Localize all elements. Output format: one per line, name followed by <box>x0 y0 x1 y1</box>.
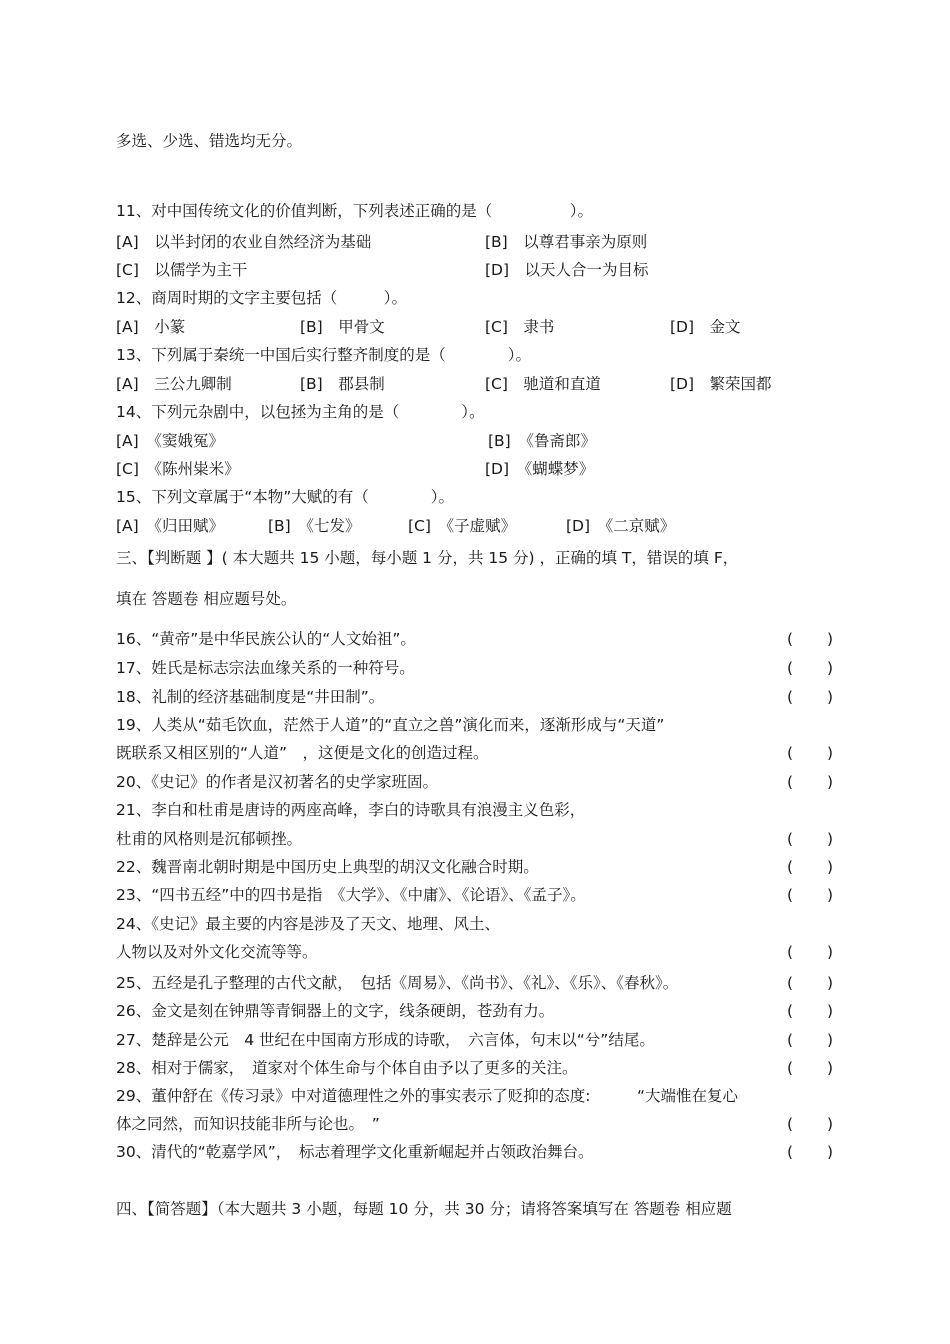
answer-blank-22: ( ) <box>787 858 833 876</box>
q15-option-a: [A] 《归田赋》 <box>116 517 224 535</box>
q15-option-c: [C] 《子虚赋》 <box>408 517 517 535</box>
question-12: 12、商周时期的文字主要包括（ ）。 <box>116 289 407 307</box>
judgment-28: 28、相对于儒家， 道家对个体生命与个体自由予以了更多的关注。 <box>116 1059 578 1077</box>
q14-option-c: [C] 《陈州粜米》 <box>116 460 240 478</box>
judgment-26: 26、金文是刻在钟鼎等青铜器上的文字，线条硬朗，苍劲有力。 <box>116 1002 555 1020</box>
question-14: 14、下列元杂剧中，以包拯为主角的是（ ）。 <box>116 403 485 421</box>
q15-option-b: [B] 《七发》 <box>268 517 361 535</box>
judgment-23: 23、“四书五经”中的四书是指 《大学》、《中庸》、《论语》、《孟子》。 <box>116 886 586 904</box>
answer-blank-29: ( ) <box>787 1115 833 1133</box>
judgment-19: 19、人类从“茹毛饮血，茫然于人道”的“直立之兽”演化而来，逐渐形成与“天道” <box>116 716 665 734</box>
judgment-30: 30、清代的“乾嘉学风”， 标志着理学文化重新崛起并占领政治舞台。 <box>116 1143 594 1161</box>
judgment-20: 20、《史记》的作者是汉初著名的史学家班固。 <box>116 773 438 791</box>
instruction-tail: 多选、少选、错选均无分。 <box>116 132 303 150</box>
q14-option-b: [B] 《鲁斋郎》 <box>488 432 596 450</box>
q11-option-b: [B] 以尊君事亲为原则 <box>485 233 648 251</box>
q12-option-d: [D] 金文 <box>670 318 741 336</box>
answer-blank-17: ( ) <box>787 659 833 677</box>
judgment-29-cont: 体之同然，而知识技能非所与论也。 ” <box>116 1115 380 1133</box>
judgment-17: 17、姓氏是标志宗法血缘关系的一种符号。 <box>116 659 415 677</box>
q15-option-d: [D] 《二京赋》 <box>566 517 676 535</box>
answer-blank-30: ( ) <box>787 1143 833 1161</box>
section-3-heading-cont: 填在 答题卷 相应题号处。 <box>116 590 297 608</box>
judgment-21: 21、李白和杜甫是唐诗的两座高峰，李白的诗歌具有浪漫主义色彩， <box>116 801 586 819</box>
q11-option-d: [D] 以天人合一为目标 <box>485 261 649 279</box>
answer-blank-28: ( ) <box>787 1059 833 1077</box>
judgment-25: 25、五经是孔子整理的古代文献， 包括《周易》、《尚书》、《礼》、《乐》、《春秋》。 <box>116 974 679 992</box>
answer-blank-23: ( ) <box>787 886 833 904</box>
q14-option-a: [A] 《窦娥冤》 <box>116 432 224 450</box>
q12-option-c: [C] 隶书 <box>485 318 555 336</box>
question-11: 11、对中国传统文化的价值判断，下列表述正确的是（ ）。 <box>116 202 593 220</box>
answer-blank-20: ( ) <box>787 773 833 791</box>
q13-option-c: [C] 驰道和直道 <box>485 375 601 393</box>
judgment-24-cont: 人物以及对外文化交流等等。 <box>116 943 318 961</box>
q13-option-d: [D] 繁荣国都 <box>670 375 772 393</box>
q14-option-d: [D] 《蝴蝶梦》 <box>485 460 595 478</box>
judgment-16: 16、“黄帝”是中华民族公认的“人文始祖”。 <box>116 630 416 648</box>
answer-blank-26: ( ) <box>787 1002 833 1020</box>
answer-blank-16: ( ) <box>787 630 833 648</box>
q12-option-b: [B] 甲骨文 <box>300 318 385 336</box>
judgment-18: 18、礼制的经济基础制度是“井田制”。 <box>116 688 385 706</box>
question-15: 15、下列文章属于“本物”大赋的有（ ）。 <box>116 488 455 506</box>
q11-option-c: [C] 以儒学为主干 <box>116 261 248 279</box>
section-4-heading: 四、【简答题】（本大题共 3 小题，每题 10 分，共 30 分；请将答案填写在 答题卷 相应题 <box>116 1200 732 1218</box>
judgment-24: 24、《史记》最主要的内容是涉及了天文、地理、风土、 <box>116 915 500 933</box>
answer-blank-18: ( ) <box>787 688 833 706</box>
answer-blank-24: ( ) <box>787 943 833 961</box>
judgment-21-cont: 杜甫的风格则是沉郁顿挫。 <box>116 830 303 848</box>
judgment-27: 27、楚辞是公元 4 世纪在中国南方形成的诗歌， 六言体，句末以“兮”结尾。 <box>116 1031 655 1049</box>
answer-blank-27: ( ) <box>787 1031 833 1049</box>
judgment-22: 22、魏晋南北朝时期是中国历史上典型的胡汉文化融合时期。 <box>116 858 539 876</box>
answer-blank-19: ( ) <box>787 744 833 762</box>
question-13: 13、下列属于秦统一中国后实行整齐制度的是（ ）。 <box>116 346 531 364</box>
q13-option-a: [A] 三公九卿制 <box>116 375 232 393</box>
judgment-19-cont: 既联系又相区别的“人道” ，这便是文化的创造过程。 <box>116 744 489 762</box>
answer-blank-25: ( ) <box>787 974 833 992</box>
section-3-heading: 三、【判断题 】( 本大题共 15 小题，每小题 1 分，共 15 分) ，正确的填 T，错误的填 F， <box>116 549 739 567</box>
q12-option-a: [A] 小篆 <box>116 318 186 336</box>
answer-blank-21: ( ) <box>787 830 833 848</box>
q13-option-b: [B] 郡县制 <box>300 375 385 393</box>
q11-option-a: [A] 以半封闭的农业自然经济为基础 <box>116 233 372 251</box>
judgment-29: 29、董仲舒在《传习录》中对道德理性之外的事实表示了贬抑的态度: “大端惟在复心 <box>116 1087 738 1105</box>
